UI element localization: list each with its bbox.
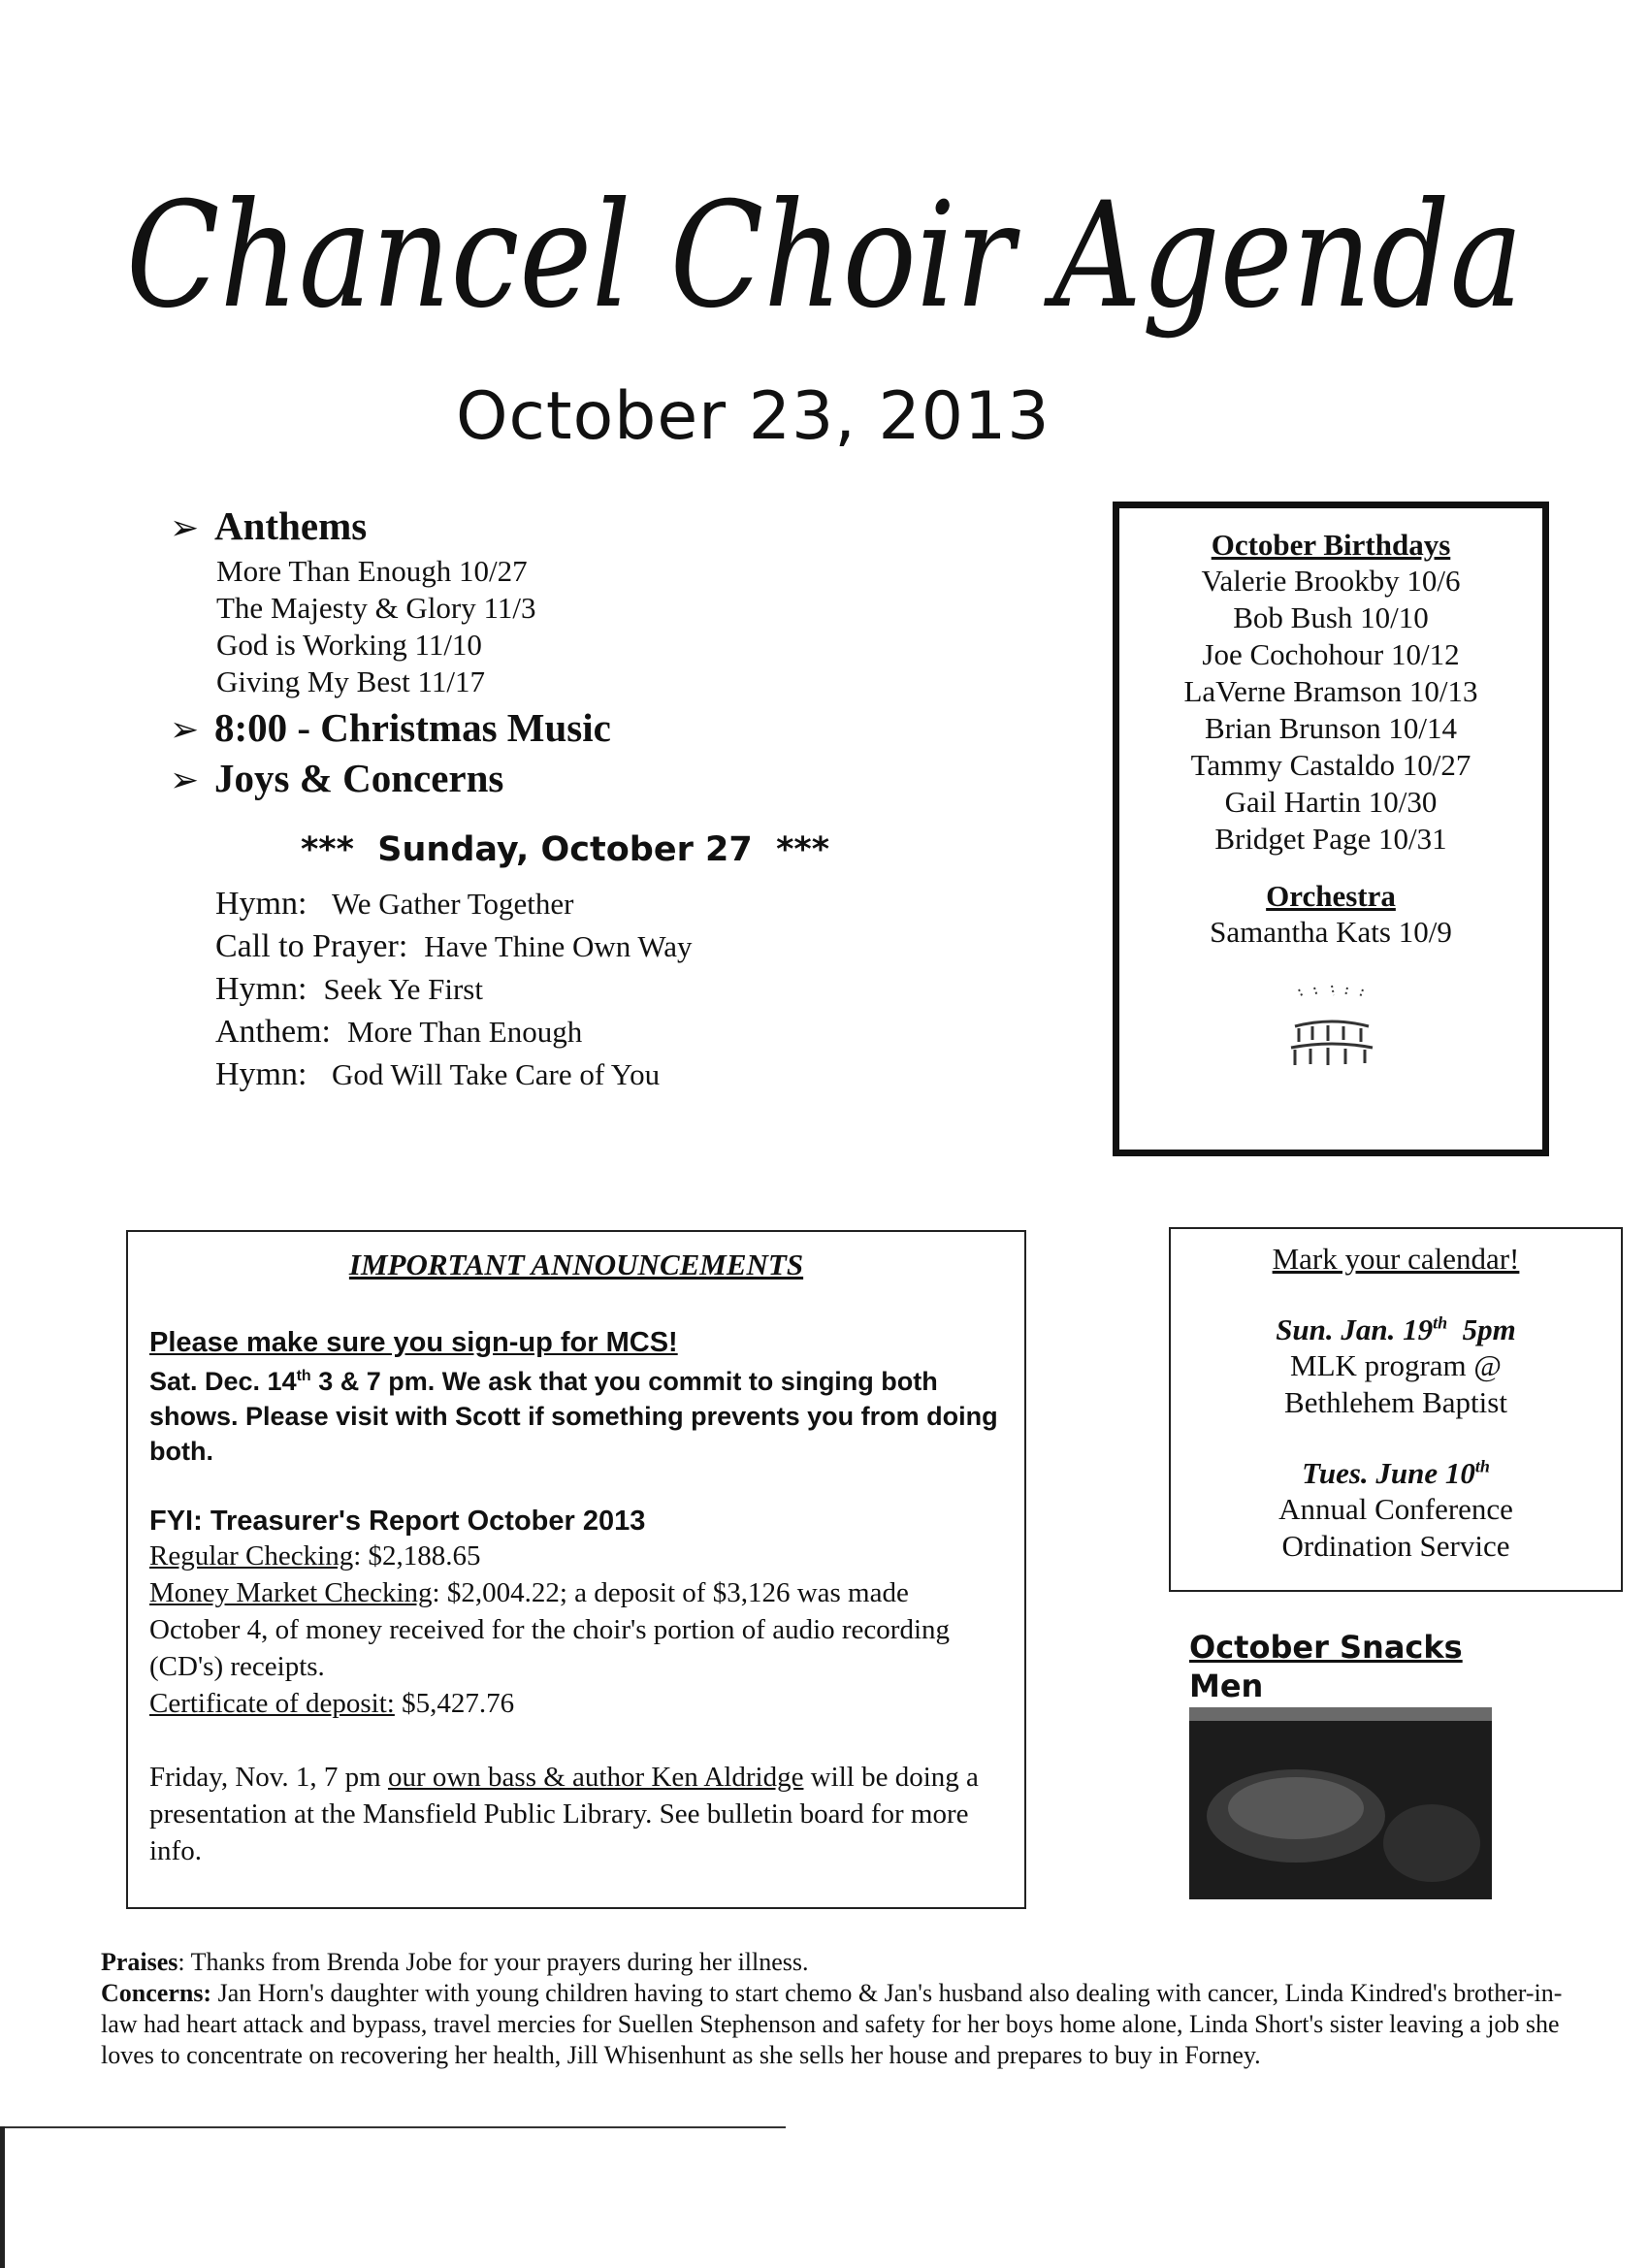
birthday-item: Bridget Page 10/31 [1214, 822, 1447, 856]
program-value: God Will Take Care of You [331, 1057, 661, 1091]
announcements-box [126, 1230, 1026, 1909]
ken-aldridge-text: our own bass & author Ken Aldridge [387, 1762, 804, 1793]
program-label: Hymn: [215, 886, 307, 922]
christmas-music-heading: 8:00 - Christmas Music [214, 705, 611, 750]
regular-checking-label: Regular Checking [149, 1540, 354, 1571]
friday-announcement: Friday, Nov. 1, 7 pm our own bass & author Ken Aldridge will be doing a presentation at the Mansfield Public Library. See bulletin board for more info. [149, 1762, 979, 1866]
event2-line: Annual Conference [1278, 1492, 1513, 1526]
anthem-item: The Majesty & Glory 11/3 [216, 591, 536, 625]
event2-date: Tues. June 10th [1302, 1456, 1490, 1490]
program-label: Call to Prayer: [215, 928, 408, 964]
arrow-bullet-icon: ➢ [170, 508, 200, 548]
praises-text: Praises: Thanks from Brenda Jobe for your prayers during her illness. [101, 1948, 809, 1976]
cd-label: Certificate of deposit: [149, 1688, 395, 1719]
announcements-heading: IMPORTANT ANNOUNCEMENTS [348, 1247, 804, 1281]
birthday-item: Brian Brunson 10/14 [1204, 711, 1458, 745]
program-value: Have Thine Own Way [424, 929, 693, 963]
program-row [215, 1053, 692, 1096]
page-title [116, 160, 1533, 393]
orchestra-item: Samantha Kats 10/9 [1210, 915, 1452, 949]
anthem-item: God is Working 11/10 [216, 628, 482, 662]
calendar-heading: Mark your calendar! [1272, 1242, 1520, 1276]
mcs-details: Sat. Dec. 14th 3 & 7 pm. We ask that you commit to singing both shows. Please visit with Scott if something prevents you from doing both. [149, 1367, 998, 1466]
money-market-value: : $2,004.22; a deposit of $3,126 was made October 4, of money received for the choir's portion of audio recording (CD's) receipts. [149, 1577, 950, 1682]
birthday-item: Bob Bush 10/10 [1233, 600, 1429, 634]
anthem-item: More Than Enough 10/27 [216, 554, 528, 588]
birthday-item: Tammy Castaldo 10/27 [1190, 748, 1471, 782]
joys-concerns-heading: Joys & Concerns [214, 756, 504, 800]
event1-line: MLK program @ [1290, 1348, 1502, 1382]
anthem-item: Giving My Best 11/17 [216, 664, 486, 698]
sunday-program [215, 883, 692, 1096]
birthday-item: Valerie Brookby 10/6 [1201, 564, 1461, 598]
cake-icon [1277, 978, 1384, 1075]
snacks-section [1189, 1628, 1463, 1705]
anthems-section [170, 502, 611, 801]
arrow-bullet-icon: ➢ [170, 761, 200, 800]
birthday-item: Joe Cochohour 10/12 [1202, 637, 1460, 671]
program-value: More Than Enough [346, 1015, 583, 1049]
birthday-item: LaVerne Bramson 10/13 [1183, 674, 1478, 708]
page-title-text: Chancel Choir Agenda [126, 172, 1523, 340]
program-label: Hymn: [215, 1056, 307, 1092]
program-row [215, 1011, 692, 1053]
birthday-item: Gail Hartin 10/30 [1224, 785, 1438, 819]
program-label: Hymn: [215, 971, 307, 1007]
arrow-bullet-icon: ➢ [170, 710, 200, 750]
program-value: We Gather Together [331, 887, 574, 921]
concerns-text: Concerns: Jan Horn's daughter with young children having to start chemo & Jan's husband also dealing with cancer, Linda Kindred's brother-in-law had heart attack and bypass, travel mercies for Suellen Stephenson and safety for her boys home alone, Linda Short's sister leaving a job she loves to concentrate on recovering her health, Jill Whisenhunt as she sells her house and prepares to buy in Forney. [101, 1979, 1563, 2069]
scan-edge [0, 2126, 5, 2268]
sunday-heading: *** Sunday, October 27 *** [301, 830, 829, 869]
birthdays-heading: October Birthdays [1211, 528, 1451, 562]
event2-line: Ordination Service [1281, 1529, 1510, 1563]
birthdays-box [1113, 502, 1549, 1156]
program-row [215, 968, 692, 1011]
anthems-list [170, 553, 611, 700]
agenda-date: October 23, 2013 [456, 378, 1051, 455]
money-market-label: Money Market Checking [149, 1577, 433, 1608]
praises-concerns [101, 1947, 1575, 2071]
program-row [215, 883, 692, 925]
snacks-sub: Men [1189, 1668, 1264, 1704]
cd-value: $5,427.76 [394, 1688, 515, 1719]
regular-checking-value: : $2,188.65 [353, 1540, 481, 1571]
program-value: Seek Ye First [323, 972, 483, 1006]
snacks-heading: October Snacks [1189, 1629, 1463, 1666]
treasurer-heading: FYI: Treasurer's Report October 2013 [149, 1506, 646, 1537]
event1-date: Sun. Jan. 19th 5pm [1276, 1312, 1516, 1346]
anthems-heading: Anthems [214, 503, 368, 548]
program-row [215, 925, 692, 968]
event1-line: Bethlehem Baptist [1284, 1385, 1507, 1419]
program-label: Anthem: [215, 1014, 331, 1050]
orchestra-heading: Orchestra [1266, 879, 1396, 913]
mcs-heading: Please make sure you sign-up for MCS! [149, 1327, 678, 1358]
treasurer-report [149, 1538, 1003, 1722]
calendar-box [1169, 1227, 1623, 1592]
snacks-photo [1189, 1707, 1492, 1899]
bottom-rule [0, 2126, 786, 2128]
